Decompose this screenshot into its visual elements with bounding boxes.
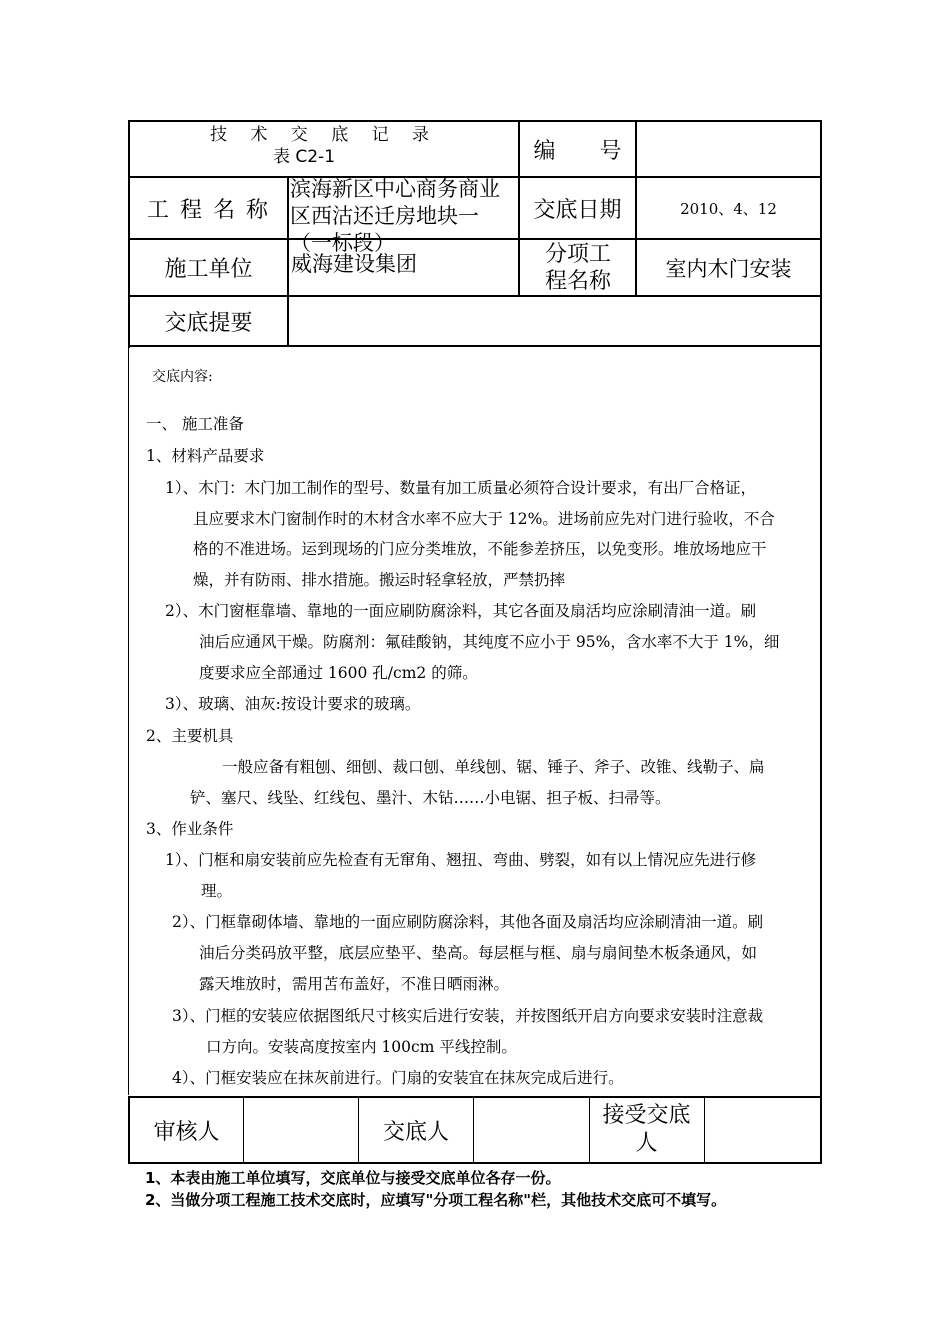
content-line: 3）、玻璃、油灰:按设计要求的玻璃。: [165, 695, 421, 713]
presenter-value[interactable]: [474, 1098, 589, 1162]
content-line: 4）、门框安装应在抹灰前进行。门扇的安装宜在抹灰完成后进行。: [172, 1069, 624, 1087]
content-line: 1、材料产品要求: [146, 447, 265, 465]
receiver-value[interactable]: [705, 1098, 820, 1162]
content-line: 3）、门框的安装应依据图纸尺寸核实后进行安装，并按图纸开启方向要求安装时注意裁: [172, 1007, 764, 1025]
date-label: 交底日期: [533, 197, 622, 223]
content-line: 燥，并有防雨、排水措施。搬运时轻拿轻放，严禁扔摔: [193, 571, 566, 589]
summary-value[interactable]: [289, 297, 820, 345]
subitem-label: 分项工程名称: [544, 241, 611, 294]
content-line: 露天堆放时，需用苫布盖好，不准日晒雨淋。: [199, 975, 510, 993]
signoff-divider-4: [589, 1096, 590, 1164]
content-line: 油后应通风干燥。防腐剂：氟硅酸钠，其纯度不应小于 95%，含水率不大于 1%，细: [199, 633, 780, 651]
content-line: 口方向。安装高度按室内 100cm 平线控制。: [206, 1038, 517, 1056]
construction-unit-value[interactable]: 威海建设集团: [291, 252, 417, 276]
content-line: 度要求应全部通过 1600 孔/cm2 的筛。: [199, 664, 478, 682]
content-line: 1）、门框和扇安装前应先检查有无窜角、翘扭、弯曲、劈裂，如有以上情况应先进行修: [165, 851, 757, 869]
number-label: 编 号: [533, 138, 622, 164]
content-line: 2）、门框靠砌体墙、靠地的一面应刷防腐涂料，其他各面及扇活均应涂刷清油一道。刷: [172, 913, 764, 931]
receiver-label: 接受交底人: [602, 1103, 691, 1156]
content-line: 格的不准进场。运到现场的门应分类堆放，不能参差挤压，以免变形。堆放场地应干: [193, 540, 767, 558]
number-value[interactable]: [637, 122, 820, 176]
date-value[interactable]: 2010、4、12: [680, 199, 777, 218]
footnote: 2、当做分项工程施工技术交底时，应填写"分项工程名称"栏，其他技术交底可不填写。: [145, 1191, 727, 1209]
project-name-value[interactable]: 滨海新区中心商务商业区西沽还迁房地块一（一标段）: [290, 177, 500, 255]
form-title-line2: 表 C2-1: [272, 147, 336, 167]
content-border-left: [128, 345, 129, 1095]
row-divider-4: [128, 345, 822, 347]
content-line: 铲、塞尺、线坠、红线包、墨汁、木钻……小电锯、担子板、扫帚等。: [190, 789, 671, 807]
content-line: 油后分类码放平整，底层应垫平、垫高。每层框与框、扇与扇间垫木板条通风，如: [199, 944, 758, 962]
signoff-bottom-line: [128, 1162, 822, 1164]
summary-label: 交底提要: [164, 310, 253, 336]
reviewer-value[interactable]: [244, 1098, 358, 1162]
content-line: 且应要求木门窗制作时的木材含水率不应大于 12%。进场前应先对门进行验收，不合: [193, 510, 775, 528]
content-line: 理。: [201, 882, 233, 900]
subitem-value[interactable]: 室内木门安装: [665, 256, 792, 281]
content-line: 1）、木门：木门加工制作的型号、数量有加工质量必须符合设计要求，有出厂合格证，: [165, 479, 757, 497]
construction-unit-label: 施工单位: [164, 257, 253, 282]
presenter-label: 交底人: [382, 1119, 449, 1145]
content-line: 一、 施工准备: [146, 415, 244, 433]
content-line: 2）、木门窗框靠墙、靠地的一面应刷防腐涂料，其它各面及扇活均应涂刷清油一道。刷: [165, 602, 757, 620]
reviewer-label: 审核人: [153, 1119, 220, 1145]
form-title: [130, 124, 518, 168]
footnote: 1、本表由施工单位填写，交底单位与接受交底单位各存一份。: [145, 1169, 561, 1187]
table-border-right: [820, 120, 822, 1164]
content-line: 3、作业条件: [146, 820, 234, 838]
content-line: 2、主要机具: [146, 727, 234, 745]
content-line: 一般应备有粗刨、细刨、裁口刨、单线刨、锯、锤子、斧子、改锥、线勒子、扁: [222, 758, 765, 776]
project-name-label: 工 程 名 称: [147, 197, 270, 223]
form-title-line1: 技 术 交 底 记 录: [209, 125, 439, 145]
content-heading: 交底内容:: [152, 369, 213, 385]
